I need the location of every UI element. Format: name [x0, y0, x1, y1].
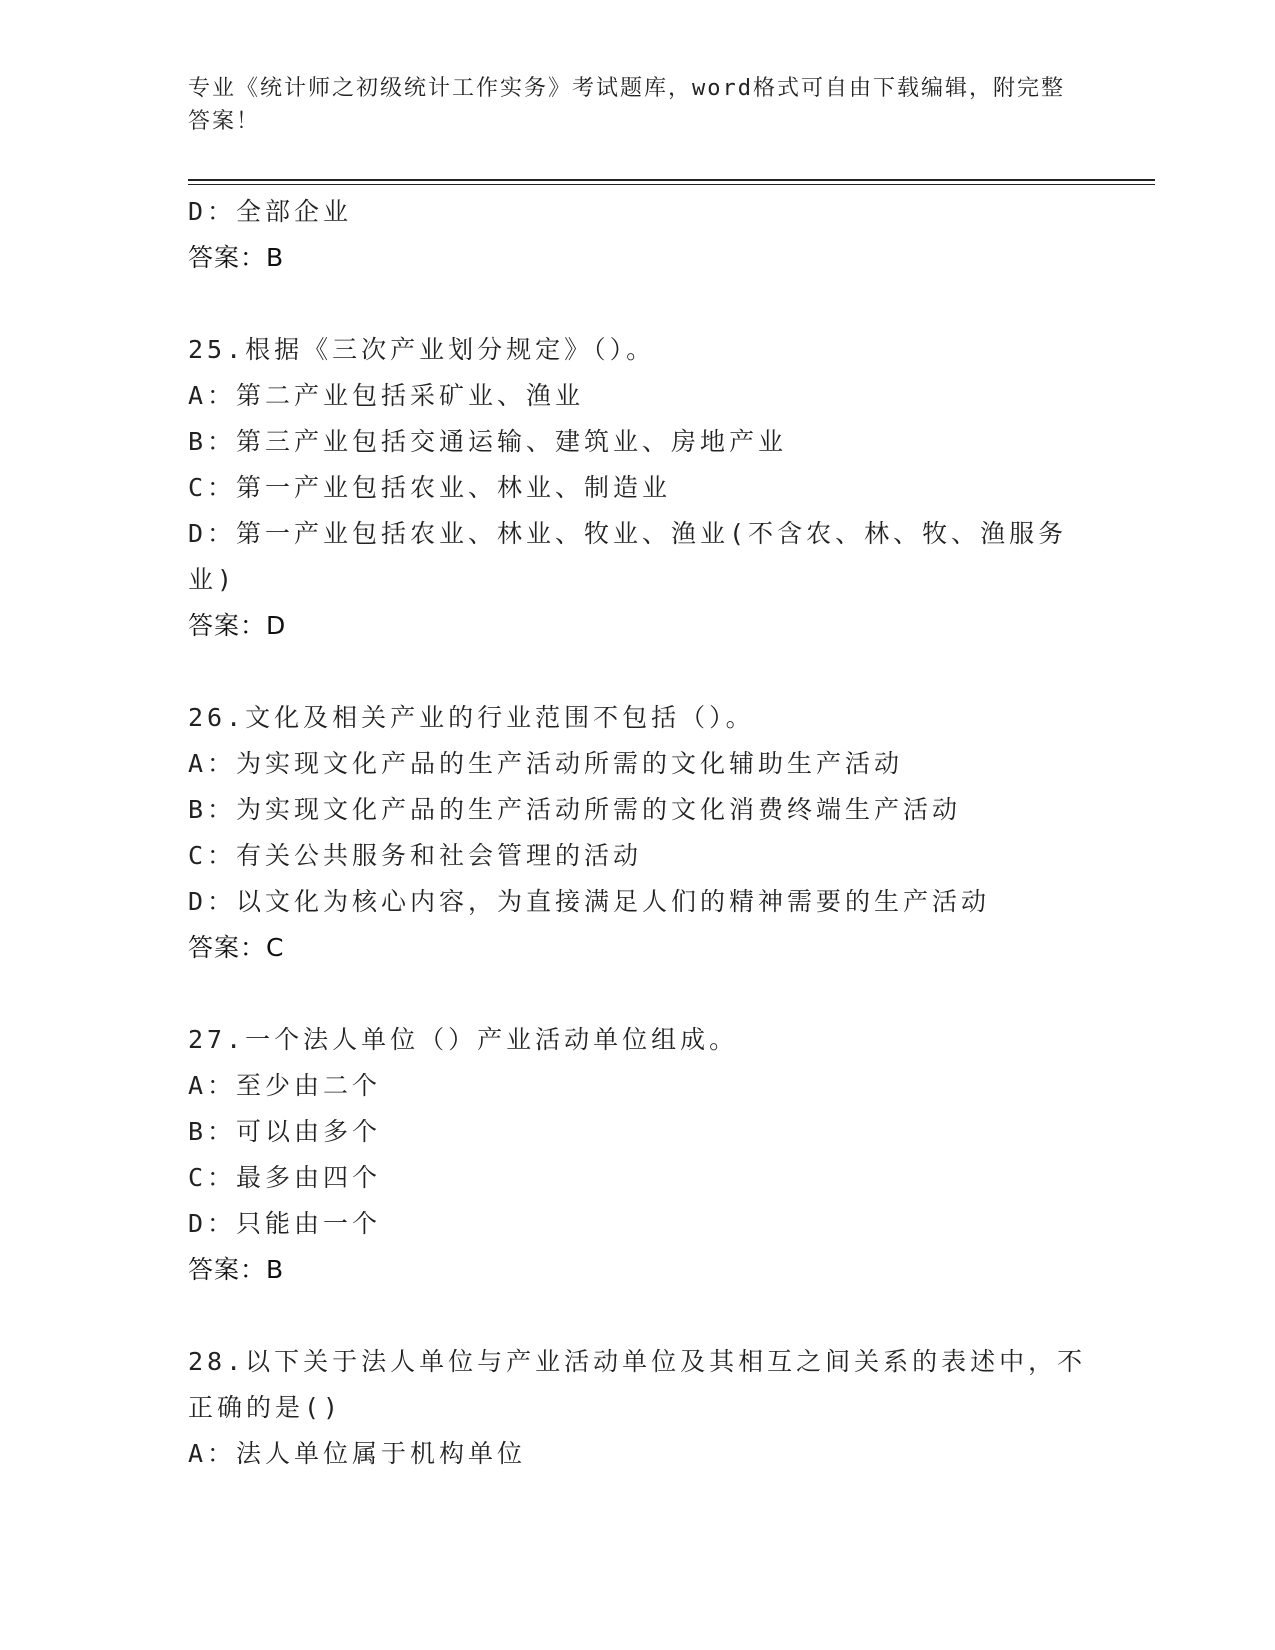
- answer-line: 答案：C: [188, 933, 285, 962]
- question-25: [188, 327, 1088, 649]
- option-b: B：第三产业包括交通运输、建筑业、房地产业: [188, 427, 788, 456]
- answer-line: 答案：B: [188, 1255, 285, 1284]
- question-26: [188, 695, 1088, 971]
- answer-line: 答案：B: [188, 243, 285, 272]
- option-c: C：第一产业包括农业、林业、制造业: [188, 473, 672, 502]
- question-stem: 26.文化及相关产业的行业范围不包括（）。: [188, 703, 755, 732]
- option-b: B：为实现文化产品的生产活动所需的文化消费终端生产活动: [188, 795, 962, 824]
- header-divider-thin: [188, 184, 1155, 185]
- option-a: A：第二产业包括采矿业、渔业: [188, 381, 585, 410]
- answer-line: 答案：D: [188, 611, 287, 640]
- option-c: C：最多由四个: [188, 1163, 382, 1192]
- question-stem: 28.以下关于法人单位与产业活动单位及其相互之间关系的表述中，不正确的是(): [188, 1347, 1087, 1422]
- question-stem: 25.根据《三次产业划分规定》（）。: [188, 335, 656, 364]
- option-a: A：至少由二个: [188, 1071, 382, 1100]
- question-content: [188, 189, 1088, 1477]
- option-a: A：为实现文化产品的生产活动所需的文化辅助生产活动: [188, 749, 904, 778]
- question-27: [188, 1017, 1088, 1293]
- option-b: B：可以由多个: [188, 1117, 382, 1146]
- option-d: D：第一产业包括农业、林业、牧业、渔业(不含农、林、牧、渔服务业): [188, 519, 1068, 594]
- option-c: C：有关公共服务和社会管理的活动: [188, 841, 643, 870]
- option-d: D：以文化为核心内容，为直接满足人们的精神需要的生产活动: [188, 887, 991, 916]
- option-d: D：只能由一个: [188, 1209, 382, 1238]
- option-d: D：全部企业: [188, 197, 353, 226]
- header-divider-thick: [188, 179, 1155, 181]
- document-header: 专业《统计师之初级统计工作实务》考试题库，word格式可自由下载编辑，附完整答案！: [188, 76, 1065, 134]
- question-stem: 27.一个法人单位（）产业活动单位组成。: [188, 1025, 739, 1054]
- question-28: [188, 1339, 1088, 1477]
- option-a: A：法人单位属于机构单位: [188, 1439, 527, 1468]
